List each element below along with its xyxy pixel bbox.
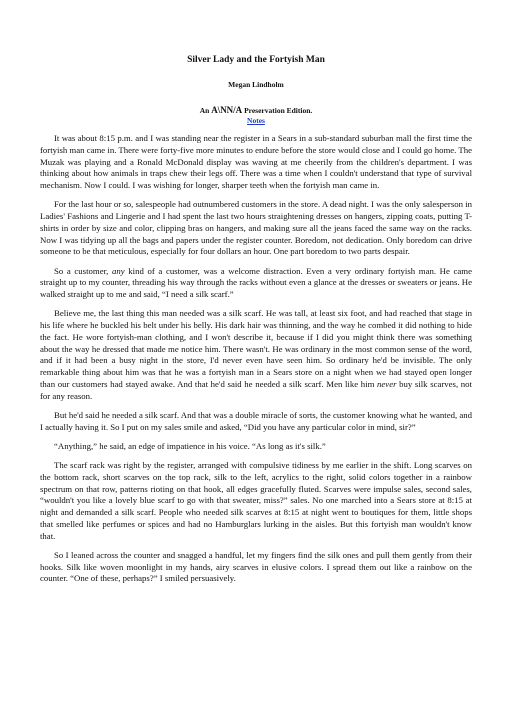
emphasis-text: any bbox=[111, 265, 125, 276]
story-paragraph bbox=[40, 308, 472, 402]
story-paragraph bbox=[40, 199, 472, 258]
paragraph-text: The scarf rack was right by the register, arranged with compulsive tidiness by me earlier in the shift. Long scarves on the bottom rack, short scarves on the top rack, silk to the left, acrylics to the right, solid colors together in a rainbow spectrum on that row, patterns rioting on that hook, all edges gracefully fluted. Scarves were impulse sales, second sales, “wouldn't you like a lovely blue scarf to go with that sweater, miss?” sales. No one marched into a Sears store at 8:15 at night and demanded a silk scarf. People who needed silk scarves at 8:15 at night went to boutiques for them, little shops that smelled like perfumes or spices and had no Hamburglars lurking in the aisles. But this fortyish man wouldn't know that. bbox=[40, 459, 472, 541]
edition-line bbox=[40, 105, 472, 116]
paragraph-text: It was about 8:15 p.m. and I was standing near the register in a Sears in a sub-standard suburban mall the first time the fortyish man came in. There were forty-five more minutes to endure before the store would close and I could go home. The Muzak was playing and a Ronald McDonald display was waving at me cheerily from the children's department. I was thinking about how animals in traps chew their legs off. There was a time when I couldn't understand that type of survival mechanism. Now I could. I was wishing for longer, sharper teeth when the fortyish man came in. bbox=[40, 133, 472, 191]
story-paragraph bbox=[40, 266, 472, 301]
story-paragraph bbox=[40, 460, 472, 543]
paragraph-text: Believe me, the last thing this man needed was a silk scarf. He was tall, at least six foot, and had reached that stage in his life where he buckled his belt under his belly. His dark hair was thinning, and the way he combed it did nothing to hide the fact. He wore fortyish-man clothing, and I won't describe it, because if I did you might think there was something about the way he dressed that made me notice him. There wasn't. He was ordinary in the most common sense of the word, and if it had been a busy night in the store, I'd never even have seen him. So ordinary he'd be invisible. The only remarkable thing about him was that he was a fortyish man in a Sears store on a night when we had stayed open longer than our customers had stayed awake. And that he'd said he needed a silk scarf. Men like him bbox=[40, 308, 472, 390]
paragraph-text: But he'd said he needed a silk scarf. And that was a double miracle of sorts, the customer knowing what he wanted, and I actually having it. So I put on my sales smile and asked, “Did you have any particular color in mind, sir?” bbox=[40, 409, 472, 432]
story-paragraph bbox=[40, 410, 472, 434]
author-name: Megan Lindholm bbox=[228, 80, 284, 89]
edition-brand: A\NN/A bbox=[211, 105, 243, 115]
story-paragraph bbox=[40, 441, 472, 453]
story-paragraph bbox=[40, 133, 472, 192]
notes-link[interactable]: Notes bbox=[247, 116, 265, 125]
story-title: Silver Lady and the Fortyish Man bbox=[187, 55, 325, 65]
edition-prefix: An bbox=[199, 106, 210, 115]
paragraph-text: “Anything,” he said, an edge of impatience in his voice. “As long as it's silk.” bbox=[54, 440, 326, 451]
paragraph-text: So I leaned across the counter and snagged a handful, let my fingers find the silk ones and pull them gently from their hooks. Silk like woven moonlight in my hands, airy scarves in elusive colors. I spread them out like a rainbow on the counter. “One of these, perhaps?” I smiled persuasively. bbox=[40, 549, 472, 584]
edition-suffix: Preservation Edition. bbox=[244, 106, 313, 115]
story-body bbox=[40, 133, 472, 585]
paragraph-text: So a customer, bbox=[54, 265, 112, 276]
emphasis-text: never bbox=[377, 379, 397, 390]
paragraph-text: buy silk scarves, not for any reason. bbox=[40, 379, 472, 401]
paragraph-text: kind of a customer, was a welcome distraction. Even a very ordinary fortyish man. He came straight up to my counter, threading his way through the racks without even a glance at the dresses or sweaters or jeans. He walked straight up to me and said, “I need a silk scarf.” bbox=[40, 265, 472, 300]
story-paragraph bbox=[40, 550, 472, 585]
paragraph-text: For the last hour or so, salespeople had outnumbered customers in the store. A dead night. I was the only salesperson in Ladies' Fashions and Lingerie and I had spent the last two hours straightening dresses on hangers, zipping coats, putting T-shirts in order by size and color, clipping bras on hangers, and making sure all the jeans faced the same way on the racks. Now I was tidying up all the bags and papers under the register counter. Boredom, not dedication. Only boredom can drive someone to be that meticulous, especially for four dollars an hour. One part boredom to two parts despair. bbox=[40, 199, 472, 257]
